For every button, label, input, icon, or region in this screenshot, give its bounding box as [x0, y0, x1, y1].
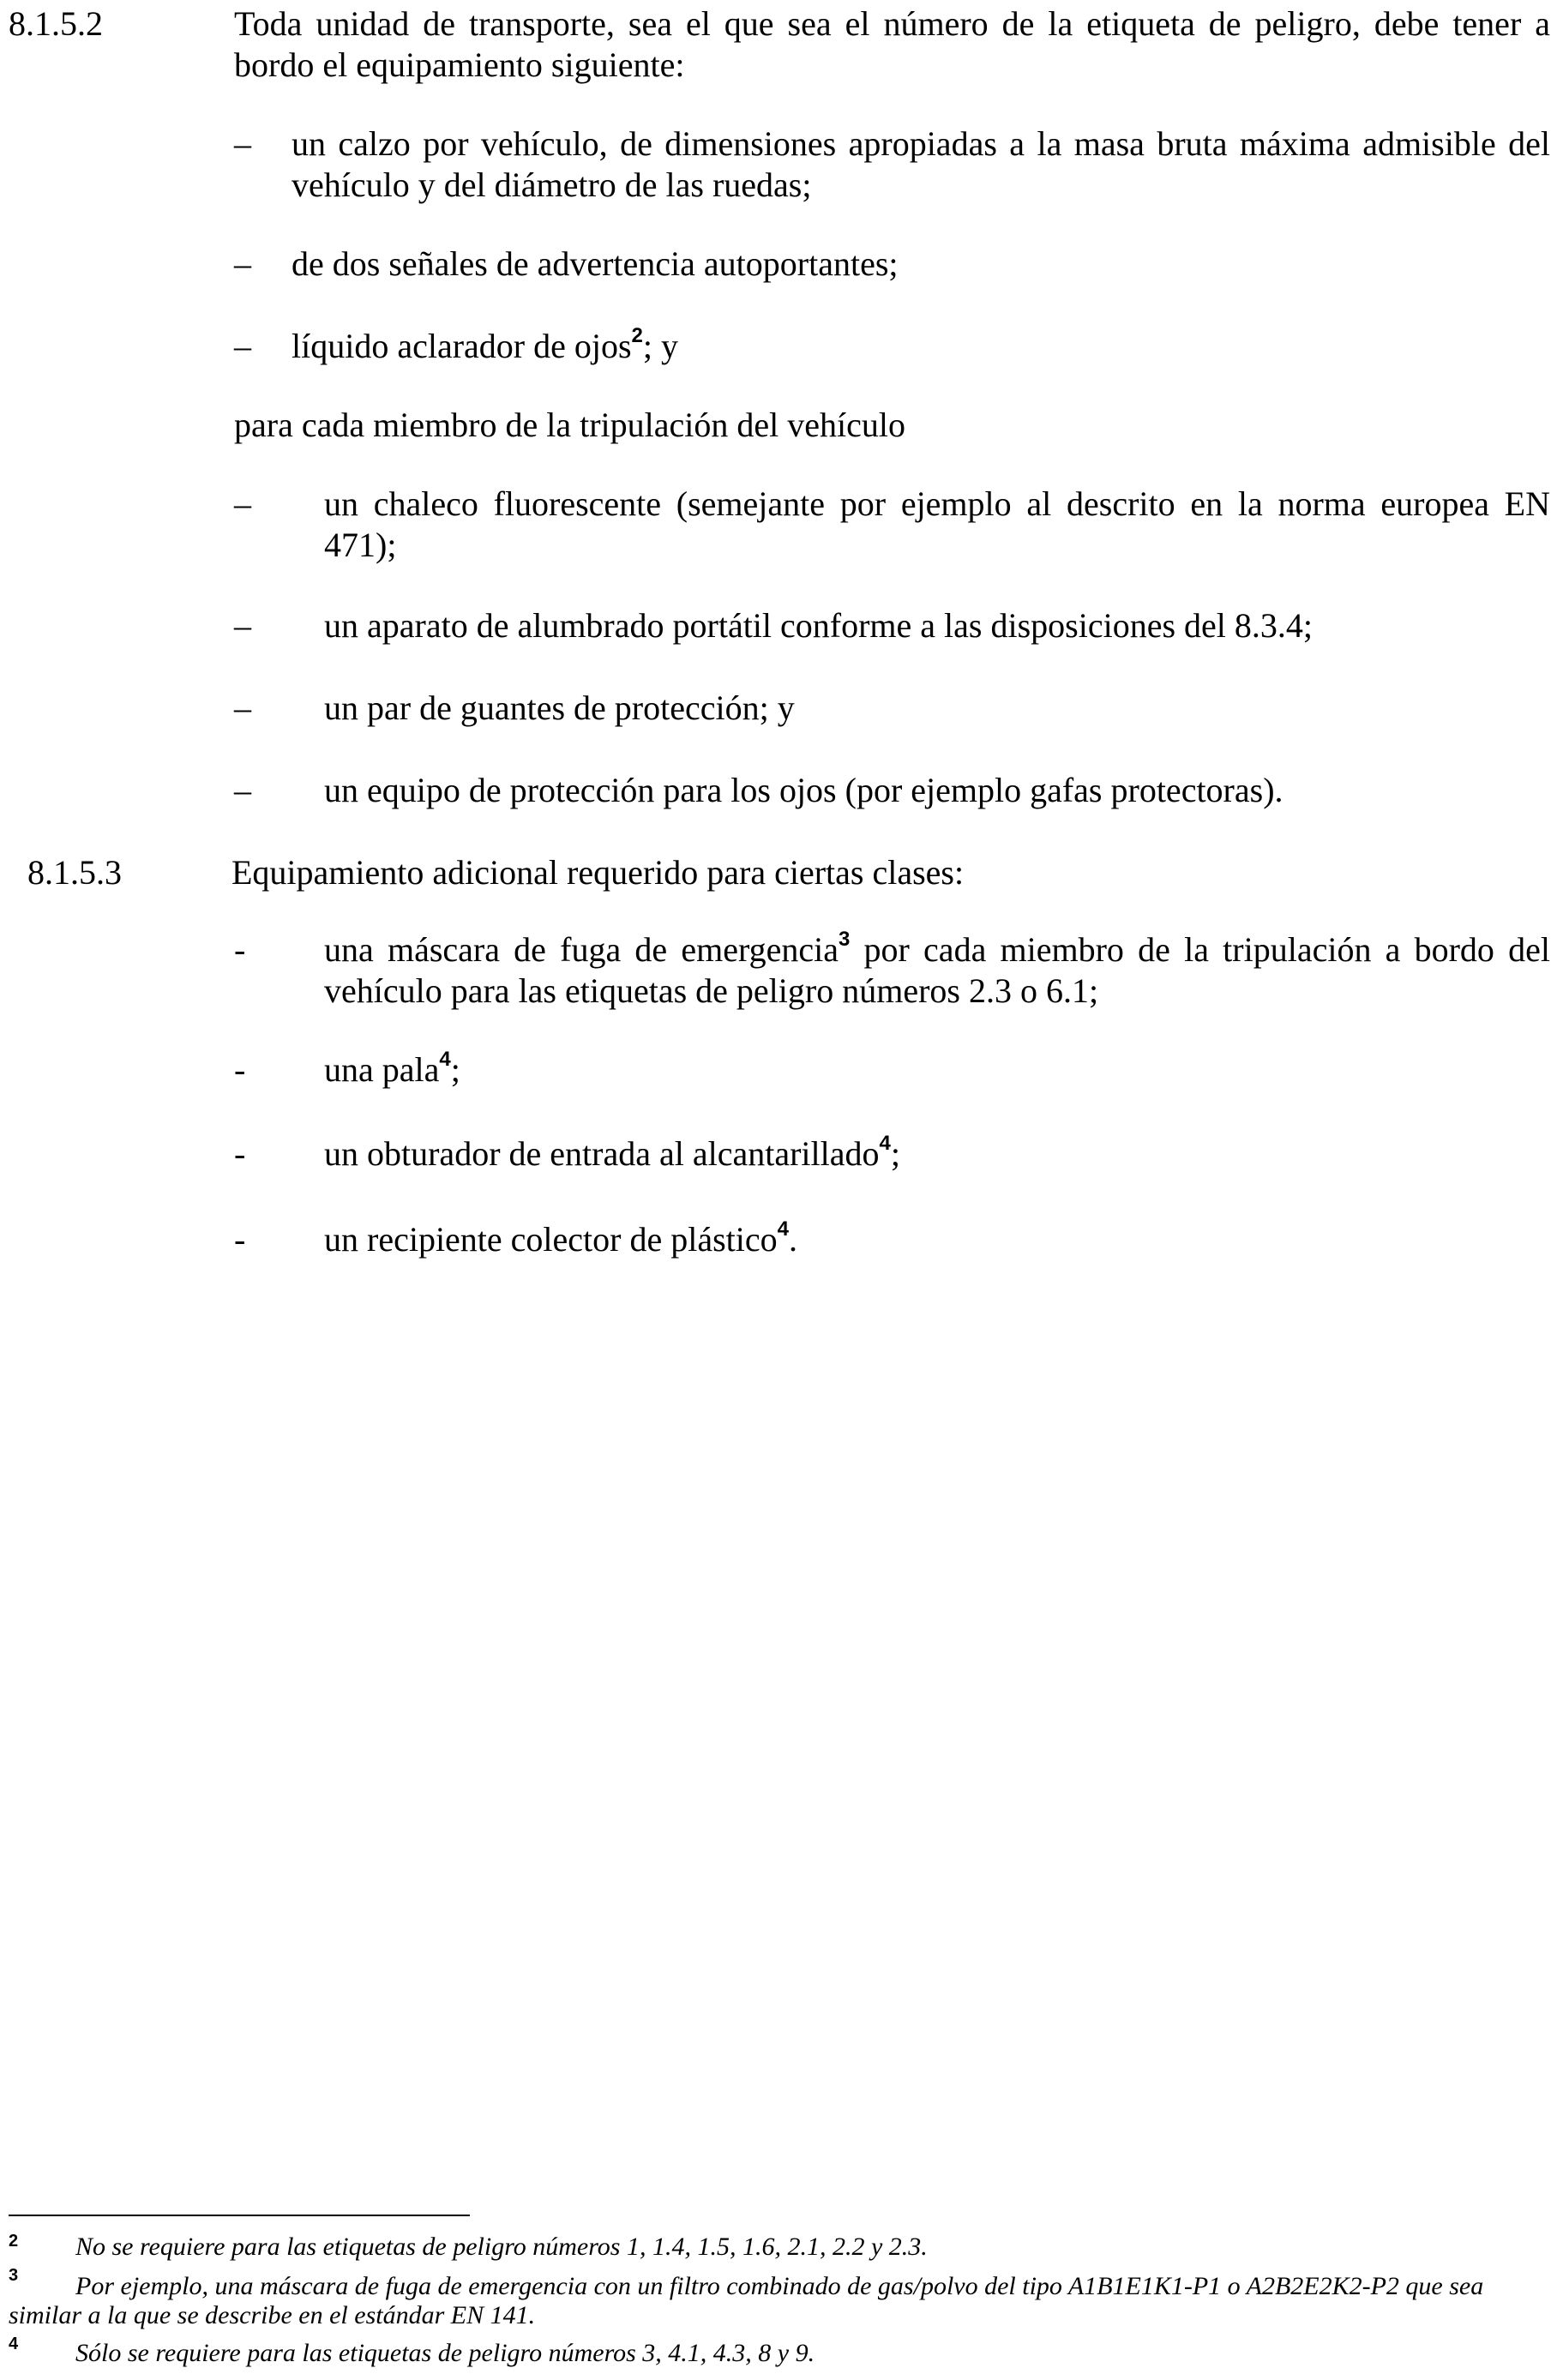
crew-intro: para cada miembro de la tripulación del vehículo: [234, 406, 906, 444]
section-number: 8.1.5.2: [9, 4, 103, 43]
list-bullet: –: [234, 771, 251, 809]
section-intro: Toda unidad de transporte, sea el que sea el número de la etiqueta de peligro, debe tener a bordo el equipamiento siguiente:: [234, 4, 1550, 84]
list-item: [324, 929, 1550, 1012]
list-item: un equipo de protección para los ojos (por ejemplo gafas protectoras).: [324, 771, 1283, 809]
footnote-ref[interactable]: 4: [879, 1131, 891, 1155]
list-item: un par de guantes de protección; y: [324, 688, 795, 727]
footnote-text: No se requiere para las etiquetas de peligro números 1, 1.4, 1.5, 1.6, 2.1, 2.2 y 2.3.: [75, 2233, 928, 2261]
list-bullet: –: [234, 327, 251, 365]
list-item-text: ; y: [642, 327, 679, 365]
list-bullet: –: [234, 484, 251, 523]
section-number: 8.1.5.3: [27, 853, 122, 892]
footnote-mark: 2: [9, 2232, 19, 2251]
footnote-ref[interactable]: 2: [631, 323, 643, 347]
list-item-text: una pala: [324, 1050, 440, 1089]
footnote-mark: 3: [9, 2266, 19, 2285]
list-item-text: ;: [890, 1134, 900, 1173]
footnote-ref[interactable]: 4: [439, 1047, 451, 1071]
list-item-text: líquido aclarador de ojos: [292, 327, 632, 365]
list-item: [324, 1049, 460, 1091]
list-bullet: -: [234, 1134, 246, 1173]
footnote-text: Por ejemplo, una máscara de fuga de emergencia con un filtro combinado de gas/polvo del tipo A1B1E1K1-P1 o A2B2E2K2-P2 que sea similar a la que se describe en el estándar EN 141.: [9, 2272, 1484, 2329]
list-bullet: -: [234, 1220, 246, 1259]
list-item: un aparato de alumbrado portátil conforme a las disposiciones del 8.3.4;: [324, 606, 1314, 645]
list-bullet: –: [234, 244, 251, 283]
list-item: de dos señales de advertencia autoportantes;: [292, 244, 899, 283]
list-item-text: una máscara de fuga de emergencia: [324, 930, 839, 969]
list-bullet: -: [234, 1050, 246, 1089]
footnote-mark: 4: [9, 2335, 19, 2353]
list-bullet: –: [234, 688, 251, 727]
footnote-ref[interactable]: 3: [838, 927, 851, 951]
footnote-ref[interactable]: 4: [777, 1217, 790, 1241]
list-item-text: por cada miembro de la tripulación a bordo del vehículo para las etiquetas de peligro números 2.3 o 6.1;: [324, 930, 1550, 1010]
list-item: [324, 1219, 797, 1260]
list-item-text: un recipiente colector de plástico: [324, 1220, 778, 1259]
list-bullet: –: [234, 606, 251, 645]
list-item: [292, 323, 679, 367]
list-item: un calzo por vehículo, de dimensiones apropiadas a la masa bruta máxima admisible del vehículo y del diámetro de las ruedas;: [292, 124, 1550, 204]
list-bullet: -: [234, 930, 246, 969]
list-item-text: ;: [450, 1050, 460, 1089]
list-bullet: –: [234, 124, 251, 163]
footnote-text: Sólo se requiere para las etiquetas de peligro números 3, 4.1, 4.3, 8 y 9.: [75, 2339, 815, 2367]
list-item-text: un obturador de entrada al alcantarillado: [324, 1134, 880, 1173]
list-item: [324, 1133, 900, 1175]
list-item-text: .: [789, 1220, 798, 1259]
footnote-separator: [9, 2215, 470, 2216]
section-intro: Equipamiento adicional requerido para ciertas clases:: [231, 853, 965, 892]
list-item: un chaleco fluorescente (semejante por ejemplo al descrito en la norma europea EN 471);: [324, 484, 1550, 564]
